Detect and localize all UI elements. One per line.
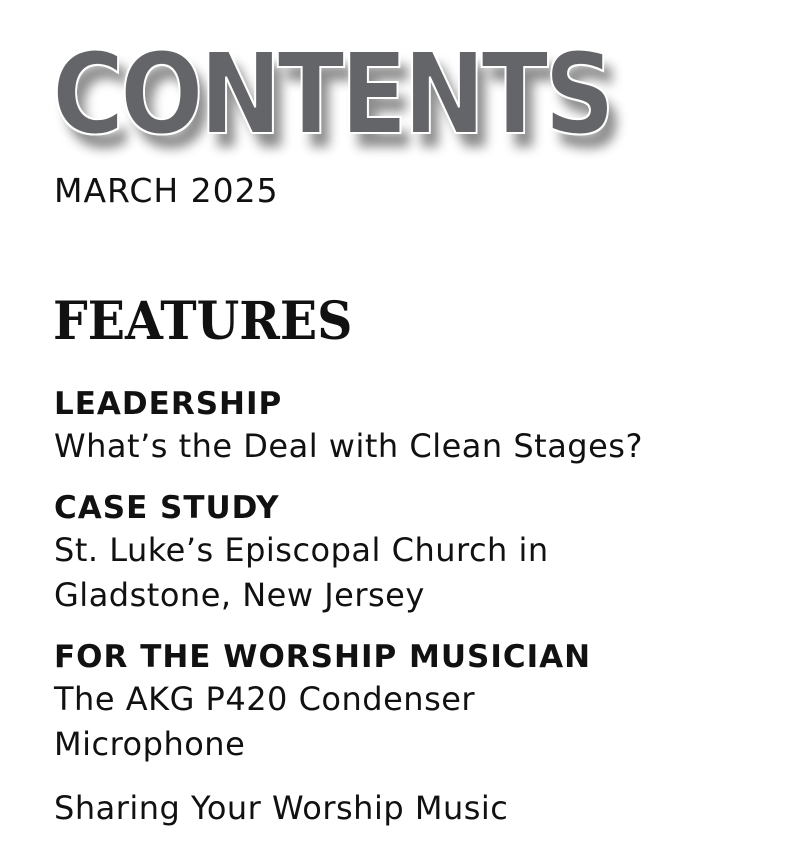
- issue-date: MARCH 2025: [54, 171, 279, 210]
- features-list: [54, 384, 774, 850]
- page-title: CONTENTS: [52, 30, 611, 160]
- feature-category: CASE STUDY: [54, 490, 280, 526]
- feature-item-leadership[interactable]: [54, 384, 774, 469]
- feature-category: FOR THE WORSHIP MUSICIAN: [54, 639, 592, 675]
- feature-item-sharing-music[interactable]: [54, 786, 774, 831]
- feature-item-worship-musician[interactable]: [54, 637, 774, 767]
- feature-category: LEADERSHIP: [54, 386, 283, 422]
- feature-item-case-study[interactable]: [54, 488, 774, 618]
- feature-title[interactable]: St. Luke’s Episcopal Church in Gladstone, New Jersey: [54, 531, 549, 614]
- feature-title[interactable]: What’s the Deal with Clean Stages?: [54, 427, 643, 465]
- masthead: [52, 30, 772, 160]
- features-heading: FEATURES: [53, 291, 353, 352]
- feature-title[interactable]: The AKG P420 Condenser Microphone: [54, 680, 476, 763]
- feature-title[interactable]: Sharing Your Worship Music: [54, 789, 509, 827]
